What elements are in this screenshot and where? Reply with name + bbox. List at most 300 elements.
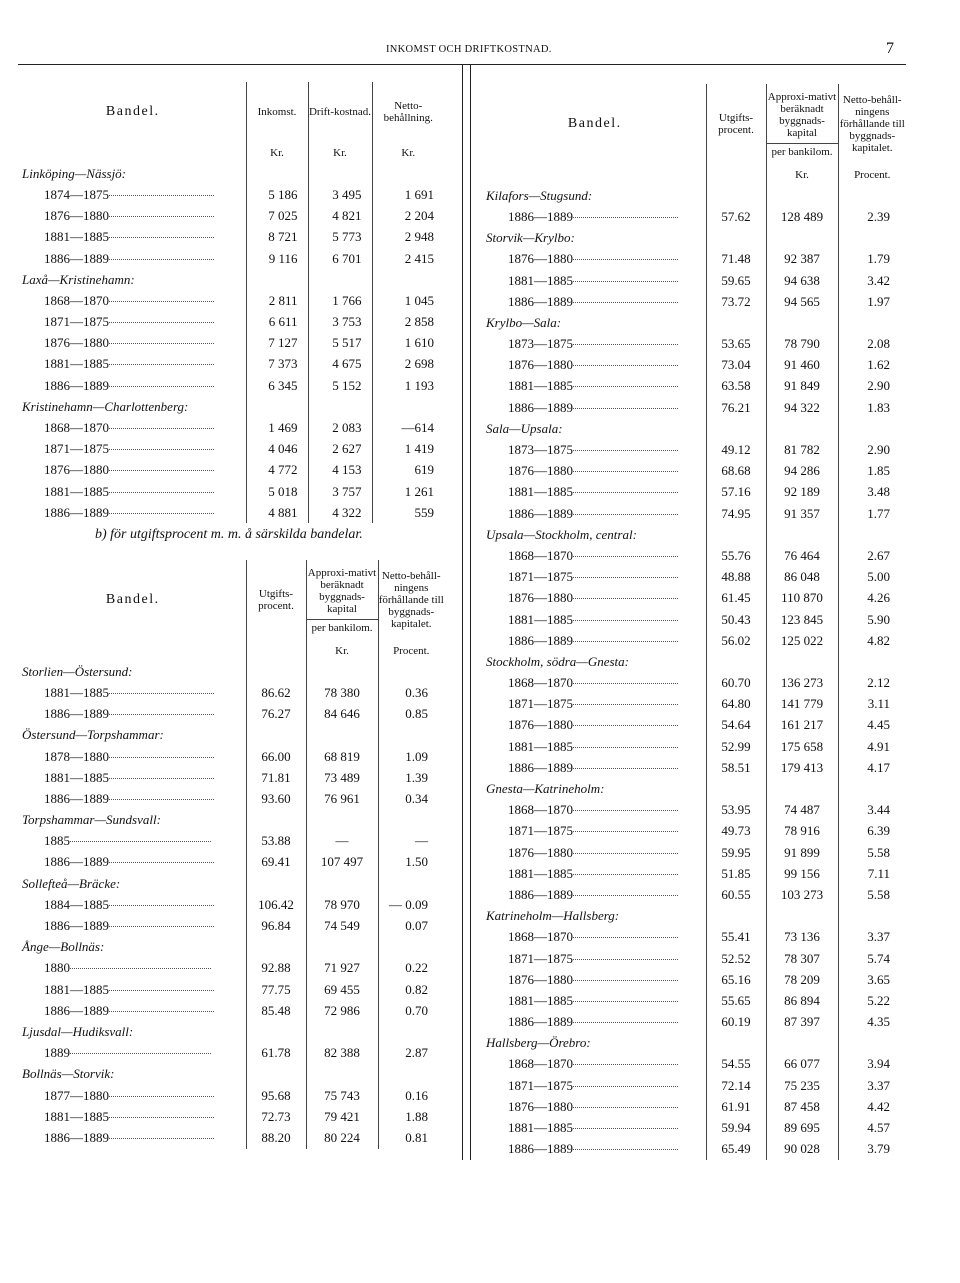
- value-cell: 5.58: [838, 884, 906, 905]
- empty-cell: [378, 725, 444, 746]
- value-cell: 86 048: [766, 567, 838, 588]
- value-cell: 94 565: [766, 291, 838, 312]
- table-row: [484, 800, 906, 821]
- value-cell: 619: [372, 460, 444, 481]
- value-cell: 61.91: [706, 1096, 766, 1117]
- period-text: 1886—1889: [508, 505, 573, 521]
- table-row: [484, 206, 906, 227]
- value-cell: 3.65: [838, 969, 906, 990]
- table-row: [484, 355, 906, 376]
- value-cell: 76 961: [306, 788, 378, 809]
- value-cell: 69.41: [246, 852, 306, 873]
- period-label: [484, 694, 706, 715]
- value-cell: 65.16: [706, 969, 766, 990]
- value-cell: 76 464: [766, 545, 838, 566]
- table-row: [484, 694, 906, 715]
- col-approx-per: per bankilom.: [307, 619, 378, 634]
- value-cell: 9 116: [246, 248, 308, 269]
- period-text: 1886—1889: [508, 208, 573, 224]
- value-cell: 55.41: [706, 927, 766, 948]
- value-cell: 136 273: [766, 673, 838, 694]
- leader-dots: [109, 926, 214, 927]
- income-table: [20, 82, 444, 523]
- value-cell: 49.12: [706, 439, 766, 460]
- table-row: [20, 852, 444, 873]
- empty-cell: [706, 164, 766, 185]
- period-label: [20, 417, 246, 438]
- period-text: 1876—1880: [508, 590, 573, 606]
- leader-dots: [573, 344, 678, 345]
- value-cell: 1.83: [838, 397, 906, 418]
- value-cell: 3.42: [838, 270, 906, 291]
- period-label: [484, 715, 706, 736]
- value-cell: 0.85: [378, 704, 444, 725]
- period-label: [484, 439, 706, 460]
- table-row: [484, 588, 906, 609]
- period-text: 1886—1889: [508, 293, 573, 309]
- value-cell: 78 790: [766, 334, 838, 355]
- leader-dots: [109, 799, 214, 800]
- empty-cell: [20, 142, 246, 163]
- value-cell: 4.45: [838, 715, 906, 736]
- value-cell: 78 970: [306, 894, 378, 915]
- section-name: Sala—Upsala:: [486, 420, 563, 436]
- value-cell: 3.48: [838, 482, 906, 503]
- period-label: [484, 249, 706, 270]
- col-netto: Netto-behållning.: [372, 82, 444, 142]
- empty-cell: [766, 418, 838, 439]
- leader-dots: [109, 428, 214, 429]
- value-cell: 66.00: [246, 746, 306, 767]
- value-cell: 76.27: [246, 704, 306, 725]
- value-cell: 2 948: [372, 227, 444, 248]
- table-row: [484, 990, 906, 1011]
- period-text: 1868—1870: [44, 420, 109, 436]
- period-text: 1876—1880: [508, 717, 573, 733]
- col-approx: [766, 84, 838, 164]
- value-cell: 4 153: [308, 460, 372, 481]
- value-cell: 7.11: [838, 863, 906, 884]
- leader-dots: [573, 259, 678, 260]
- col-bandel: Bandel.: [567, 116, 622, 131]
- table-row: [484, 1075, 906, 1096]
- table-row: [20, 704, 444, 725]
- value-cell: 4.26: [838, 588, 906, 609]
- table-row: [20, 767, 444, 788]
- leader-dots: [109, 1011, 214, 1012]
- leader-dots: [109, 237, 214, 238]
- table-row: [484, 439, 906, 460]
- value-cell: 59.95: [706, 842, 766, 863]
- value-cell: 52.99: [706, 736, 766, 757]
- table-row: [20, 481, 444, 502]
- empty-cell: [308, 163, 372, 184]
- period-label: [484, 800, 706, 821]
- value-cell: 4.82: [838, 630, 906, 651]
- period-label: [484, 927, 706, 948]
- value-cell: 79 421: [306, 1106, 378, 1127]
- empty-cell: [706, 1033, 766, 1054]
- value-cell: 1.39: [378, 767, 444, 788]
- table-row: [20, 746, 444, 767]
- period-text: 1876—1880: [508, 463, 573, 479]
- empty-cell: [306, 661, 378, 682]
- income-table-header: [20, 82, 444, 142]
- period-label: [20, 460, 246, 481]
- value-cell: 72.73: [246, 1106, 306, 1127]
- value-cell: 55.65: [706, 990, 766, 1011]
- value-cell: 55.76: [706, 545, 766, 566]
- value-cell: 2 415: [372, 248, 444, 269]
- col-approx-per: per bankilom.: [767, 143, 838, 158]
- empty-cell: [306, 873, 378, 894]
- value-cell: 7 373: [246, 354, 308, 375]
- value-cell: 72.14: [706, 1075, 766, 1096]
- empty-cell: [246, 810, 306, 831]
- period-label: [20, 767, 246, 788]
- empty-cell: [706, 524, 766, 545]
- leader-dots: [573, 217, 678, 218]
- col-netto-ratio: Netto-behåll-ningens förhållande till byggnads-kapitalet.: [838, 84, 906, 164]
- value-cell: 78 380: [306, 682, 378, 703]
- leader-dots: [573, 853, 678, 854]
- period-label: [484, 1139, 706, 1160]
- period-text: 1881—1885: [508, 992, 573, 1008]
- value-cell: 99 156: [766, 863, 838, 884]
- period-text: 1881—1885: [508, 611, 573, 627]
- period-label: [484, 503, 706, 524]
- period-text: 1886—1889: [44, 504, 109, 520]
- period-text: 1871—1875: [44, 441, 109, 457]
- value-cell: 73 136: [766, 927, 838, 948]
- value-cell: 2.90: [838, 376, 906, 397]
- value-cell: 161 217: [766, 715, 838, 736]
- value-cell: 93.60: [246, 788, 306, 809]
- leader-dots: [70, 968, 211, 969]
- section-row: [484, 524, 906, 545]
- value-cell: 94 638: [766, 270, 838, 291]
- section-row: [484, 418, 906, 439]
- unit-row: [484, 164, 906, 185]
- leader-dots: [573, 831, 678, 832]
- period-text: 1881—1885: [508, 865, 573, 881]
- section-name: Torpshammar—Sundsvall:: [22, 812, 161, 828]
- table-row: [484, 545, 906, 566]
- period-label: [20, 1106, 246, 1127]
- value-cell: 106.42: [246, 894, 306, 915]
- section-row: [20, 661, 444, 682]
- empty-cell: [838, 906, 906, 927]
- value-cell: 88.20: [246, 1127, 306, 1148]
- leader-dots: [573, 980, 678, 981]
- period-text: 1884—1885: [44, 896, 109, 912]
- section-name: Gnesta—Katrineholm:: [486, 781, 605, 797]
- section-row: [484, 185, 906, 206]
- value-cell: 2 083: [308, 417, 372, 438]
- empty-cell: [246, 163, 308, 184]
- period-label: [484, 567, 706, 588]
- period-label: [20, 788, 246, 809]
- value-cell: 8 721: [246, 227, 308, 248]
- period-text: 1868—1870: [508, 1056, 573, 1072]
- period-label: [484, 1054, 706, 1075]
- section-name: Bollnäs—Storvik:: [22, 1066, 115, 1082]
- leader-dots: [109, 990, 214, 991]
- value-cell: 7 025: [246, 206, 308, 227]
- section-subtitle: [95, 527, 363, 543]
- value-cell: 73 489: [306, 767, 378, 788]
- unit-row: [20, 640, 444, 661]
- leader-dots: [109, 757, 214, 758]
- value-cell: 58.51: [706, 757, 766, 778]
- value-cell: 60.19: [706, 1012, 766, 1033]
- period-label: [20, 958, 246, 979]
- value-cell: 59.94: [706, 1117, 766, 1138]
- leader-dots: [573, 747, 678, 748]
- period-text: 1873—1875: [508, 336, 573, 352]
- unit-procent: Procent.: [838, 164, 906, 185]
- table-row: [484, 482, 906, 503]
- leader-dots: [109, 301, 214, 302]
- value-cell: 91 849: [766, 376, 838, 397]
- value-cell: 53.65: [706, 334, 766, 355]
- value-cell: 2.87: [378, 1043, 444, 1064]
- leader-dots: [109, 343, 214, 344]
- value-cell: 73.72: [706, 291, 766, 312]
- value-cell: 1 766: [308, 290, 372, 311]
- section-name: Hallsberg—Örebro:: [486, 1035, 591, 1051]
- section-name: Kilafors—Stugsund:: [486, 187, 593, 203]
- table-row: [20, 1085, 444, 1106]
- section-name: Ånge—Bollnäs:: [22, 939, 105, 955]
- value-cell: 86.62: [246, 682, 306, 703]
- value-cell: 2.90: [838, 439, 906, 460]
- period-label: [20, 682, 246, 703]
- period-text: 1876—1880: [508, 844, 573, 860]
- table-row: [20, 831, 444, 852]
- leader-dots: [109, 778, 214, 779]
- value-cell: 91 899: [766, 842, 838, 863]
- empty-cell: [246, 269, 308, 290]
- value-cell: 1 610: [372, 333, 444, 354]
- period-text: 1871—1875: [508, 569, 573, 585]
- period-text: 1881—1885: [44, 356, 109, 372]
- section-name: Storvik—Krylbo:: [486, 230, 575, 246]
- value-cell: 82 388: [306, 1043, 378, 1064]
- period-text: 1881—1885: [508, 272, 573, 288]
- leader-dots: [109, 714, 214, 715]
- value-cell: 4 772: [246, 460, 308, 481]
- section-name: Ljusdal—Hudiksvall:: [22, 1023, 134, 1039]
- period-label: [484, 1075, 706, 1096]
- empty-cell: [766, 778, 838, 799]
- period-label: [20, 979, 246, 1000]
- leader-dots: [573, 598, 678, 599]
- period-text: 1868—1870: [508, 547, 573, 563]
- value-cell: 128 489: [766, 206, 838, 227]
- value-cell: 91 460: [766, 355, 838, 376]
- period-text: 1876—1880: [508, 357, 573, 373]
- period-text: 1871—1875: [508, 823, 573, 839]
- period-label: [484, 609, 706, 630]
- value-cell: 1 691: [372, 184, 444, 205]
- section-row: [484, 778, 906, 799]
- period-label: [484, 1012, 706, 1033]
- empty-cell: [372, 163, 444, 184]
- value-cell: 6 611: [246, 312, 308, 333]
- period-text: 1886—1889: [508, 886, 573, 902]
- value-cell: 4.57: [838, 1117, 906, 1138]
- col-approx: [306, 560, 378, 640]
- empty-cell: [838, 312, 906, 333]
- period-label: [20, 1000, 246, 1021]
- value-cell: 78 307: [766, 948, 838, 969]
- value-cell: 3.37: [838, 1075, 906, 1096]
- col-bandel: Bandel.: [105, 104, 160, 119]
- leader-dots: [109, 492, 214, 493]
- value-cell: 57.16: [706, 482, 766, 503]
- table-row: [484, 1012, 906, 1033]
- table-row: [484, 1054, 906, 1075]
- value-cell: 86 894: [766, 990, 838, 1011]
- section-name: Katrineholm—Hallsberg:: [486, 908, 620, 924]
- value-cell: 3.94: [838, 1054, 906, 1075]
- period-text: 1868—1870: [508, 802, 573, 818]
- value-cell: 4 821: [308, 206, 372, 227]
- leader-dots: [573, 768, 678, 769]
- table-row: [484, 927, 906, 948]
- value-cell: 5 517: [308, 333, 372, 354]
- value-cell: 2.67: [838, 545, 906, 566]
- leader-dots: [109, 1096, 214, 1097]
- value-cell: 4 046: [246, 439, 308, 460]
- period-label: [484, 736, 706, 757]
- value-cell: 179 413: [766, 757, 838, 778]
- period-label: [20, 1043, 246, 1064]
- table-row: [484, 291, 906, 312]
- value-cell: 54.64: [706, 715, 766, 736]
- leader-dots: [109, 905, 214, 906]
- period-label: [20, 915, 246, 936]
- section-row: [484, 906, 906, 927]
- value-cell: 3.44: [838, 800, 906, 821]
- period-label: [484, 588, 706, 609]
- value-cell: 2 858: [372, 312, 444, 333]
- value-cell: 3 753: [308, 312, 372, 333]
- value-cell: 54.55: [706, 1054, 766, 1075]
- value-cell: 4 322: [308, 502, 372, 523]
- table-row: [20, 894, 444, 915]
- period-text: 1876—1880: [508, 251, 573, 267]
- section-row: [20, 873, 444, 894]
- table-row: [20, 460, 444, 481]
- empty-cell: [378, 937, 444, 958]
- period-label: [20, 206, 246, 227]
- empty-cell: [838, 778, 906, 799]
- empty-cell: [766, 228, 838, 249]
- value-cell: 66 077: [766, 1054, 838, 1075]
- empty-cell: [246, 873, 306, 894]
- value-cell: 4.35: [838, 1012, 906, 1033]
- period-label: [484, 821, 706, 842]
- col-approx-label: Approxi-mativt beräknadt byggnads-kapital: [767, 90, 837, 139]
- value-cell: 1.85: [838, 461, 906, 482]
- empty-cell: [378, 810, 444, 831]
- value-cell: 49.73: [706, 821, 766, 842]
- table-row: [20, 1043, 444, 1064]
- value-cell: 68.68: [706, 461, 766, 482]
- leader-dots: [573, 725, 678, 726]
- value-cell: 107 497: [306, 852, 378, 873]
- period-label: [484, 863, 706, 884]
- value-cell: 74 487: [766, 800, 838, 821]
- table-row: [20, 682, 444, 703]
- empty-cell: [766, 312, 838, 333]
- value-cell: 3.37: [838, 927, 906, 948]
- value-cell: — 0.09: [378, 894, 444, 915]
- period-text: 1873—1875: [508, 442, 573, 458]
- table-row: [484, 567, 906, 588]
- value-cell: 3.79: [838, 1139, 906, 1160]
- table-row: [20, 227, 444, 248]
- period-label: [484, 461, 706, 482]
- period-text: 1886—1889: [508, 759, 573, 775]
- cost-ratio-table-right: [484, 84, 906, 1160]
- value-cell: 110 870: [766, 588, 838, 609]
- col-drift: Drift-kostnad.: [308, 82, 372, 142]
- value-cell: 74.95: [706, 503, 766, 524]
- period-label: [20, 852, 246, 873]
- value-cell: 1.50: [378, 852, 444, 873]
- value-cell: 0.81: [378, 1127, 444, 1148]
- table-row: [20, 958, 444, 979]
- leader-dots: [573, 577, 678, 578]
- value-cell: 85.48: [246, 1000, 306, 1021]
- period-text: 1881—1885: [508, 378, 573, 394]
- period-text: 1886—1889: [44, 1002, 109, 1018]
- value-cell: 2 627: [308, 439, 372, 460]
- period-text: 1886—1889: [508, 399, 573, 415]
- column-divider: [462, 64, 463, 1160]
- value-cell: 3 495: [308, 184, 372, 205]
- period-label: [20, 1085, 246, 1106]
- value-cell: 1.88: [378, 1106, 444, 1127]
- section-row: [20, 1021, 444, 1042]
- period-text: 1874—1875: [44, 186, 109, 202]
- page-number: 7: [886, 40, 894, 57]
- value-cell: 1.62: [838, 355, 906, 376]
- period-label: [20, 894, 246, 915]
- value-cell: 123 845: [766, 609, 838, 630]
- empty-cell: [306, 937, 378, 958]
- value-cell: 4.91: [838, 736, 906, 757]
- value-cell: 141 779: [766, 694, 838, 715]
- leader-dots: [573, 1086, 678, 1087]
- empty-cell: [706, 312, 766, 333]
- empty-cell: [378, 1064, 444, 1085]
- section-name: Kristinehamn—Charlottenberg:: [22, 398, 189, 414]
- unit-kr: Kr.: [246, 142, 308, 163]
- table-row: [484, 397, 906, 418]
- leader-dots: [573, 704, 678, 705]
- section-name: Sollefteå—Bräcke:: [22, 875, 121, 891]
- value-cell: 6 345: [246, 375, 308, 396]
- period-text: 1886—1889: [44, 377, 109, 393]
- leader-dots: [573, 471, 678, 472]
- empty-cell: [706, 651, 766, 672]
- value-cell: 2 811: [246, 290, 308, 311]
- value-cell: 175 658: [766, 736, 838, 757]
